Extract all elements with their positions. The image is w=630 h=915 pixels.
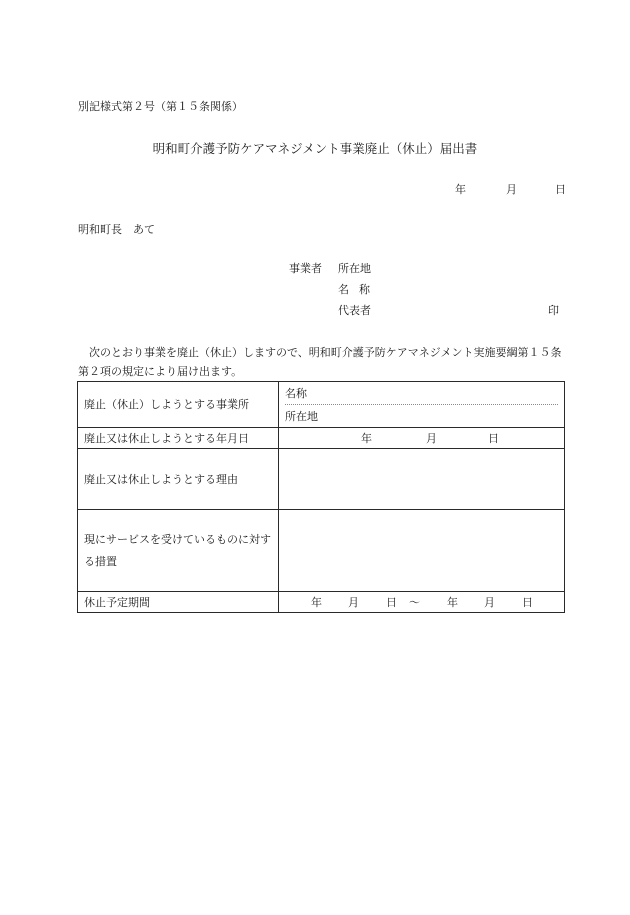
table-row-period (78, 592, 565, 613)
date-row-value (279, 428, 565, 449)
applicant-name-label: 名称 (338, 283, 380, 296)
body-text: 次のとおり事業を廃止（休止）しますので、明和町介護予防ケアマネジメント実施要綱第１５条第２項の規定により届け出ます。 (78, 346, 562, 378)
date-year-label: 年 (455, 183, 466, 196)
date-row-month: 月 (426, 431, 437, 445)
date-row-year: 年 (361, 431, 372, 445)
period-separator: ～ (409, 595, 420, 609)
business-cell (279, 382, 565, 428)
business-label: 廃止（休止）しようとする事業所 (78, 382, 279, 428)
table-row-date (78, 428, 565, 449)
applicant-address-label: 所在地 (338, 262, 371, 275)
table-row-business (78, 382, 565, 428)
date-row-label: 廃止又は休止しようとする年月日 (78, 428, 279, 449)
period-start-month: 月 (348, 595, 359, 609)
applicant-representative-label: 代表者 (338, 304, 371, 317)
seal-mark: 印 (548, 304, 559, 317)
period-end-year: 年 (447, 595, 458, 609)
date-day-label: 日 (555, 183, 566, 196)
period-end-day: 日 (522, 595, 533, 609)
date-row-day: 日 (488, 431, 499, 445)
period-row-label: 休止予定期間 (78, 592, 279, 613)
reason-row-label: 廃止又は休止しようとする理由 (78, 449, 279, 510)
reason-row-value (279, 449, 565, 510)
period-end-month: 月 (484, 595, 495, 609)
measures-row-label: 現にサービスを受けているものに対する措置 (78, 510, 279, 592)
applicant-label: 事業者 (289, 262, 322, 275)
measures-row-value (279, 510, 565, 592)
business-address-label: 所在地 (285, 404, 558, 427)
period-start-day: 日 (386, 595, 397, 609)
table-row-reason (78, 449, 565, 510)
period-row-value (279, 592, 565, 613)
form-number: 別記様式第２号（第１５条関係） (78, 100, 243, 113)
business-name-label: 名称 (285, 387, 307, 400)
period-start-year: 年 (311, 595, 322, 609)
date-month-label: 月 (506, 183, 517, 196)
addressee: 明和町長 あて (78, 223, 155, 236)
table-row-measures (78, 510, 565, 592)
notification-table (77, 381, 565, 613)
document-title: 明和町介護予防ケアマネジメント事業廃止（休止）届出書 (152, 141, 478, 156)
